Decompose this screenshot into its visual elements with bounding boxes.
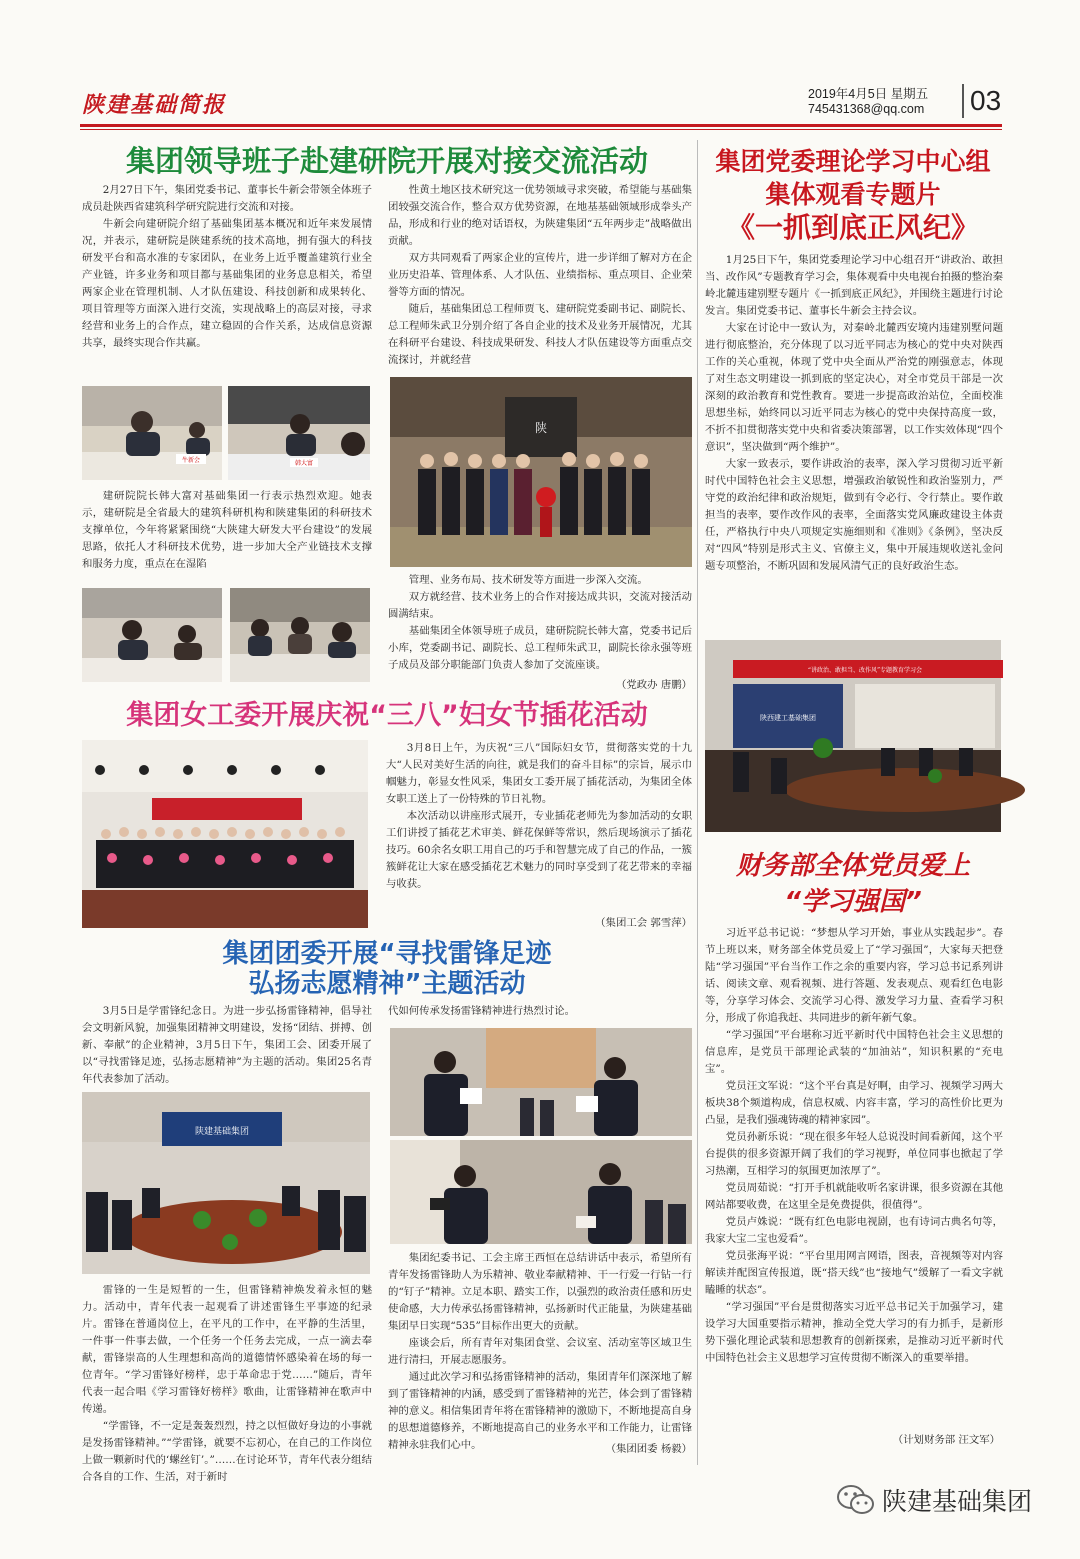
photo-youth-speaker-1 (390, 1028, 692, 1136)
article4-body (705, 252, 1003, 630)
paragraph: 牛新会向建研院介绍了基础集团基本概况和近年来发展情况，并表示，建研院是陕建系统的技术高地，拥有强大的科技研发平台和高水准的专家团队，在业务上近乎覆盖建筑行业全产业链，许多业务和项目都与基础集团的业务息息相关，希望两家企业在管理机制、人才队伍建设、科技创新和成果转化、项目管理等方面深入进行交流，实现战略上的高层对接，寻求经营和业务上的合作点，建立稳固的合作关系，达成信息资源共享，最终实现合作共赢。 (82, 218, 372, 349)
article3-col1-bottom (82, 1282, 372, 1483)
contact-email: 745431368@qq.com (808, 102, 925, 116)
issue-date-block (808, 87, 928, 117)
article1-col2-bottom (388, 572, 692, 692)
article4-title-line1: 集团党委理论学习中心组 (715, 147, 991, 176)
paragraph: 双方共同观看了两家企业的宣传片，进一步详细了解对方在企业历史沿革、管理体系、人才队伍、业绩指标、重点项目、企业荣誉等方面的情况。 (388, 252, 692, 298)
paragraph: 大家在讨论中一致认为，对秦岭北麓西安境内违建别墅问题进行彻底整治，充分体现了以习近平同志为核心的党中央对陕西工作的关心重视，体现了党中央全面从严治党的刚强意志，体现了对生态文明建设一抓到底的坚定决心，对全市党员干部是一次深刻的政治教育和党性教育。要进一步提高政治站位，全面校准思想坐标，始终同以习近平同志为核心的党中央保持高度一致，不折不扣贯彻落实党中央和省委决策部署，以工作实效体现“四个意识”，坚决做到“两个维护”。 (705, 322, 1003, 453)
masthead-title: 陕建基础简报 (82, 93, 227, 118)
wechat-icon (836, 1483, 876, 1517)
article1-col1-mid (82, 488, 372, 580)
paragraph: 1月25日下午，集团党委理论学习中心组召开“讲政治、敢担当、改作风”专题教育学习会，集体观看中央电视台拍摄的整治秦岭北麓违建别墅专题片《一抓到底正风纪》，并围绕主题进行讨论发言。集团党委书记、董事长牛新会主持会议。 (705, 254, 1003, 317)
paragraph: 基础集团全体领导班子成员，建研院院长韩大富，党委书记后小库，党委副书记、副院长、总工程师朱武卫，副院长徐永强等班子成员及部分职能部门负责人参加了交流座谈。 (388, 625, 692, 671)
paragraph: 党员周茹说：“打开手机就能收听名家讲课，很多资源在其他网站都要收费，在这里全是免费提供，很值得”。 (705, 1182, 1003, 1211)
article5-title (703, 848, 1003, 920)
paragraph: 集团纪委书记、工会主席王西恒在总结讲话中表示，希望所有青年发扬雷锋助人为乐精神、敬业奉献精神、干一行爱一行钻一行的“钉子”精神。立足本职、踏实工作，以强烈的政治责任感和历史使命感，大力传承弘扬雷锋精神，弘扬新时代正能量，为陕建基础集团早日实现“535”目标作出更大的贡献。 (388, 1252, 692, 1332)
paragraph: 党员卢姝说：“既有红色电影电视剧，也有诗词古典名句等，我家大宝二宝也爱看”。 (705, 1216, 1003, 1245)
article3-title-line2: 弘扬志愿精神”主题活动 (248, 968, 526, 999)
issue-date: 2019年4月5日 星期五 (808, 87, 929, 101)
article2-body (386, 740, 692, 930)
nameplate-text: 韩大富 (294, 460, 314, 467)
paragraph: 双方就经营、技术业务上的合作对接达成共识，交流对接活动圆满结束。 (388, 591, 692, 620)
paragraph: 大家一致表示，要作讲政治的表率，深入学习贯彻习近平新时代中国特色社会主义思想，增强政治敏锐性和政治鉴别力，严守党的政治纪律和政治规矩，做到有令必行、令行禁止。要作敢担当的表率，要作改作风的表率，全面落实党风廉政建设主体责任，严格执行中央八项规定实施细则和《准则》《条例》，坚决反对“四风”特别是形式主义、官僚主义，集中开展违规收送礼金问题专项整治，不断巩固和发展风清气正的良好政治生态。 (705, 458, 1003, 572)
photo-meeting-right-2 (230, 588, 370, 682)
photo-flower-group (82, 740, 368, 928)
watermark-text: 陕建基础集团 (882, 1487, 1033, 1516)
paragraph: 习近平总书记说：“梦想从学习开始，事业从实践起步”。春节上班以来，财务部全体党员爱上了“学习强国”，大家每天把登陆“学习强国”平台当作工作之余的重要内容，学习总书记系列讲话、阅读文章、观看视频、进行答题、发表观点、观看红色电影等，分享学习体会、交流学习心得、激发学习力量、查看学习积分，形成了你追我赶、共同进步的新年新气象。 (705, 927, 1003, 1024)
article5-title-line2: “学习强国” (784, 887, 922, 917)
photo-youth-meeting (82, 1092, 370, 1274)
paragraph: 党员张海平说：“平台里用网言网语，图表，音视频等对内容解读并配图宣传报道，既“搭天线”也“接地气”缓解了一看文字就瞌睡的状态”。 (705, 1250, 1003, 1296)
paragraph: 代如何传承发扬雷锋精神进行热烈讨论。 (388, 1005, 576, 1017)
paragraph: 座谈会后，所有青年对集团食堂、会议室、活动室等区域卫生进行清扫，开展志愿服务。 (388, 1337, 692, 1366)
wechat-watermark (836, 1482, 1032, 1518)
paragraph: “学习强国”平台堪称习近平新时代中国特色社会主义思想的信息库，是党员干部理论武装的“加油站”，知识积累的“充电宝”。 (705, 1029, 1003, 1075)
article4-title-line3: 《一抓到底正风纪》 (726, 211, 979, 244)
paragraph: 建研院院长韩大富对基础集团一行表示热烈欢迎。她表示，建研院是全省最大的建筑科研机构和陕建集团的科研技术支撑单位，今年将紧紧围绕“大陕建大研发大平台建设”的发展思路，依托人才科研技术优势，进一步加大全产业链技术支撑和服务力度，重点在在湿陷 (82, 490, 372, 570)
article5-body (705, 925, 1003, 1447)
wall-logo-text: 陕西建工基础集团 (760, 714, 816, 722)
paragraph: “学雷锋，不一定是轰轰烈烈，持之以恒做好身边的小事就是发扬雷锋精神。”“学雷锋，就要不忘初心，在自己的工作岗位上做一颗新时代的‘螺丝钉’。”……在讨论环节，青年代表分组结合各自的工作、生活，对于新时 (82, 1420, 372, 1483)
photo-meeting-right-1 (228, 386, 370, 480)
article3-col2-bottom (388, 1250, 692, 1455)
paragraph: 性黄土地区技术研究这一优势领域寻求突破，希望能与基础集团较强交流合作，整合双方优势资源，在地基基础领域形成拳头产品，形成和行业的绝对话语权，为陕建集团“五年两步走”战略做出贡献。 (388, 184, 692, 247)
article1-title: 集团领导班子赴建研院开展对接交流活动 (125, 144, 648, 178)
article1-byline: （党政办 唐鹏） (615, 679, 692, 691)
paragraph: 通过此次学习和弘扬雷锋精神的活动，集团青年们深深地了解到了雷锋精神的内涵，感受到了雷锋精神的光芒，体会到了雷锋精神的意义。相信集团青年将在雷锋精神的激励下，不断地提高自身的思想道德修养，不断地提高自己的业务水平和工作能力，让雷锋精神永驻我们心中。 (388, 1371, 692, 1451)
paragraph: 3月8日上午，为庆祝“三八”国际妇女节，贯彻落实党的十九大“人民对美好生活的向往，就是我们的奋斗目标”的宗旨，展示巾帼魅力，彰显女性风采，集团女工委开展了插花活动，为集团全体女职工送上了一份特殊的节日礼物。 (386, 742, 692, 805)
photo-meeting-left-2 (82, 588, 222, 682)
article5-byline: （计划财务部 汪文军） (892, 1434, 1000, 1446)
paragraph: 雷锋的一生是短暂的一生，但雷锋精神焕发着永恒的魅力。活动中，青年代表一起观看了讲述雷锋生平事迹的纪录片。雷锋在普通岗位上，在平凡的工作中，在平静的生活里，一件事一件事去做，一个任务一个任务去完成，一点一滴去奉献，雷锋崇高的人生理想和高尚的道德情怀感染着在场的每一位青年。“学习雷锋好榜样，忠于革命忠于党……”随后，青年代表一起合唱《学习雷锋好榜样》歌曲，让雷锋精神在歌声中传递。 (82, 1284, 372, 1415)
paragraph: 管理、业务布局、技术研发等方面进一步深入交流。 (408, 574, 648, 586)
article3-title (82, 940, 692, 1000)
paragraph: 党员孙新乐说：“现在很多年轻人总说没时间看新闻，这个平台提供的很多资源开阔了我们的学习视野，单位同事也掀起了学习热潮，互相学习的氛围更加浓厚了”。 (705, 1131, 1003, 1177)
article3-byline: （集团团委 杨毅） (605, 1443, 692, 1455)
article1-col1-top (82, 182, 372, 378)
wall-sign: 陕 (534, 421, 548, 435)
paragraph: 随后，基础集团总工程师贾飞、建研院党委副书记、副院长、总工程师朱武卫分别介绍了各自企业的技术及业务开展情况，尤其在科研平台建设、科技成果研发、科技人才队伍建设等方面重点交流探讨，并就经营 (388, 303, 692, 366)
nameplate-text: 牛新会 (181, 457, 201, 464)
article2-byline: （集团工会 郭雪萍） (595, 917, 692, 929)
header-rule-thin (80, 129, 1002, 130)
article3-col2-top (388, 1003, 692, 1021)
paragraph: 党员汪文军说：“这个平台真是好啊，由学习、视频学习两大板块38个频道构成，信息权威、内容丰富，学习的高性价比更为凸显，是我们强魂铸魂的精神家园”。 (705, 1080, 1003, 1126)
photo-youth-speaker-2 (390, 1140, 692, 1244)
photo-meeting-left-1 (82, 386, 222, 480)
banner-text: “讲政治、敢担当、改作风”专题教育学习会 (807, 667, 923, 674)
paragraph: 3月5日是学雷锋纪念日。为进一步弘扬雷锋精神，倡导社会文明新风貌，加强集团精神文明建设，发扬“团结、拼搏、创新、奉献”的企业精神，3月5日下午，集团工会、团委开展了以“寻找雷锋足迹，弘扬志愿精神”为主题的活动。集团25名青年代表参加了活动。 (82, 1005, 372, 1085)
article4-title-line2: 集体观看专题片 (765, 180, 941, 209)
photo-study-meeting (705, 640, 1001, 832)
article3-col1-top (82, 1003, 372, 1089)
paragraph: 2月27日下午，集团党委书记、董事长牛新会带领全体班子成员赴陕西省建筑科学研究院进行交流和对接。 (82, 184, 373, 213)
header-rule (80, 124, 1002, 127)
page-number: 03 (962, 84, 1010, 118)
column-divider (697, 140, 698, 1465)
article1-col2-top (388, 182, 692, 372)
article4-title (703, 145, 1003, 244)
paragraph: 本次活动以讲座形式展开，专业插花老师先为参加活动的女职工们讲授了插花艺术审美、鲜花保鲜等常识，然后现场演示了插花技巧。60余名女职工用自己的巧手和智慧完成了自己的作品，一簇簇鲜花让大家在感受插花艺术魅力的同时享受到了花艺带来的幸福与收获。 (386, 810, 692, 890)
paragraph: “学习强国”平台是贯彻落实习近平总书记关于加强学习，建设学习大国重要指示精神，推动全党大学习的有力抓手，是新形势下强化理论武装和思想教育的创新探索，是推动习近平新时代中国特色社会主义思想学习宣传贯彻不断深入的重要举措。 (705, 1301, 1003, 1364)
article5-title-line1: 财务部全体党员爱上 (735, 851, 970, 881)
article3-title-line1: 集团团委开展“寻找雷锋足迹 (222, 939, 552, 969)
banner-text: 陕建基础集团 (194, 1127, 250, 1137)
photo-group-ribbon (390, 377, 692, 567)
article2-title: 集团女工委开展庆祝“三八”妇女节插花活动 (126, 700, 648, 731)
